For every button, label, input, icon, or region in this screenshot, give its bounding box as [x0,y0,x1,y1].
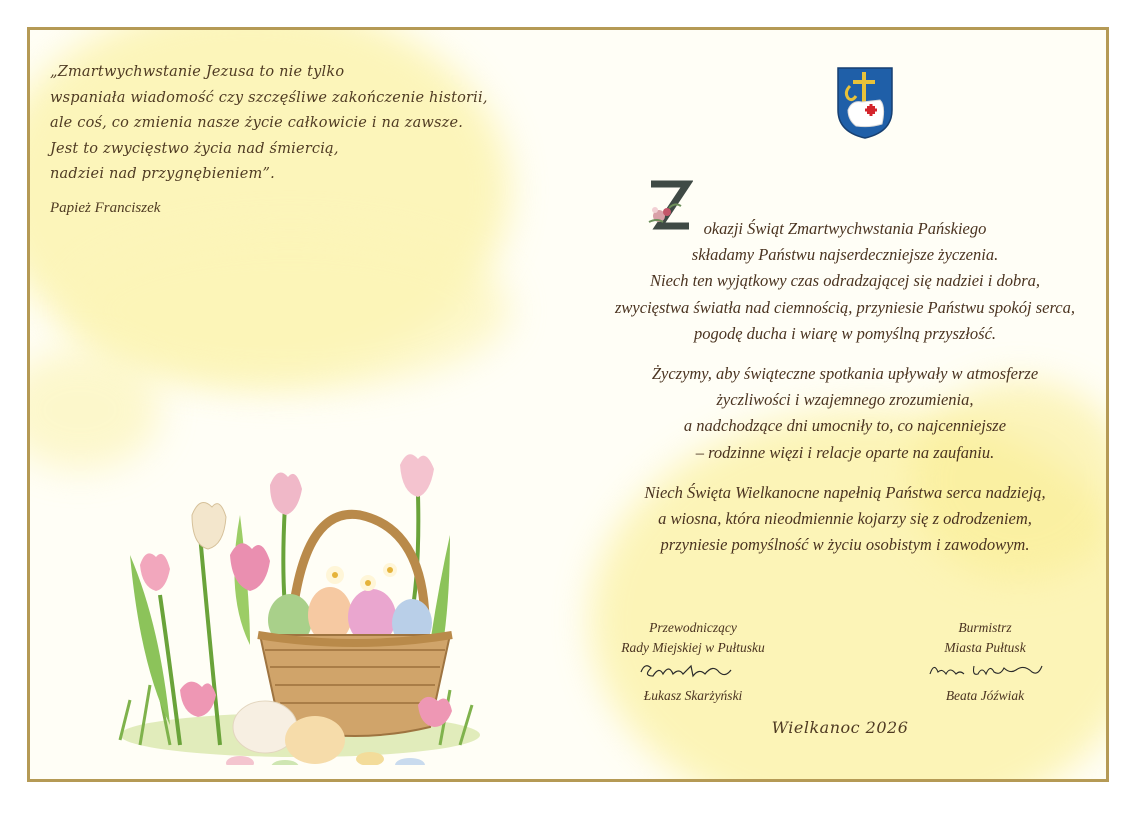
signature-role: Miasta Pułtusk [944,640,1026,655]
wishes-paragraph-2 [585,361,1105,466]
wishes-paragraph-1 [585,216,1105,347]
signature-role: Przewodniczący [649,620,737,635]
quote-line: ale coś, co zmienia nasze życie całkowicie i na zawsze. [50,115,464,131]
wishes-line: Życzymy, aby świąteczne spotkania upływały w atmosferze [651,364,1039,384]
quote-line: „Zmartwychwstanie Jezusa to nie tylko [50,64,345,80]
quote-text [50,60,490,188]
handwritten-signature [633,658,753,680]
wishes-line: zwycięstwa światła nad ciemnością, przyniesie Państwu spokój serca, [615,297,1075,317]
quote-line: Jest to zwycięstwo życia nad śmiercią, [50,140,339,157]
wishes-line: Niech ten wyjątkowy czas odradzającej się nadziei i dobra, [650,271,1040,291]
initial-letter: Z [669,230,670,231]
wishes-paragraph-3 [585,480,1105,559]
signature-role: Rady Miejskiej w Pułtusku [621,640,765,655]
wishes-line: okazji Świąt Zmartwychwstania Pańskiego [703,219,987,238]
signature-right [890,618,1080,706]
easter-card [27,27,1109,782]
signature-name: Beata Jóźwiak [945,688,1025,703]
quote-line: wspaniała wiadomość czy szczęśliwe zakończenie historii, [50,89,488,106]
easter-basket-illustration [100,445,500,765]
wishes-line: życzliwości i wzajemnego zrozumienia, [716,390,974,410]
handwritten-signature [920,658,1050,680]
signature-role: Burmistrz [958,620,1012,635]
wishes-line: – rodzinne więzi i relacje oparte na zaufaniu. [695,442,995,462]
quote-author: Papież Franciszek [50,200,161,216]
watercolor-wash [70,230,510,390]
signature-left [598,618,788,706]
wishes-line: Niech Święta Wielkanocne napełnią Państwa serca nadzieją, [644,482,1046,502]
wishes-line: a nadchodzące dni umocniły to, co najcenniejsze [683,416,1007,436]
wishes-line: a wiosna, która nieodmiennie kojarzy się z odrodzeniem, [658,509,1032,529]
wishes-text [585,216,1105,572]
wishes-line: przyniesie pomyślność w życiu osobistym i zawodowym. [660,535,1030,555]
wishes-line: składamy Państwu najserdeczniejsze życzenia. [691,245,999,265]
quote-line: nadziei nad przygnębieniem”. [50,166,275,182]
coat-of-arms-emblem [836,66,894,140]
signature-name: Łukasz Skarżyński [643,688,743,703]
footer-date: Wielkanoc 2026 [771,718,909,737]
wishes-line: pogodę ducha i wiarę w pomyślną przyszłość. [693,323,997,343]
